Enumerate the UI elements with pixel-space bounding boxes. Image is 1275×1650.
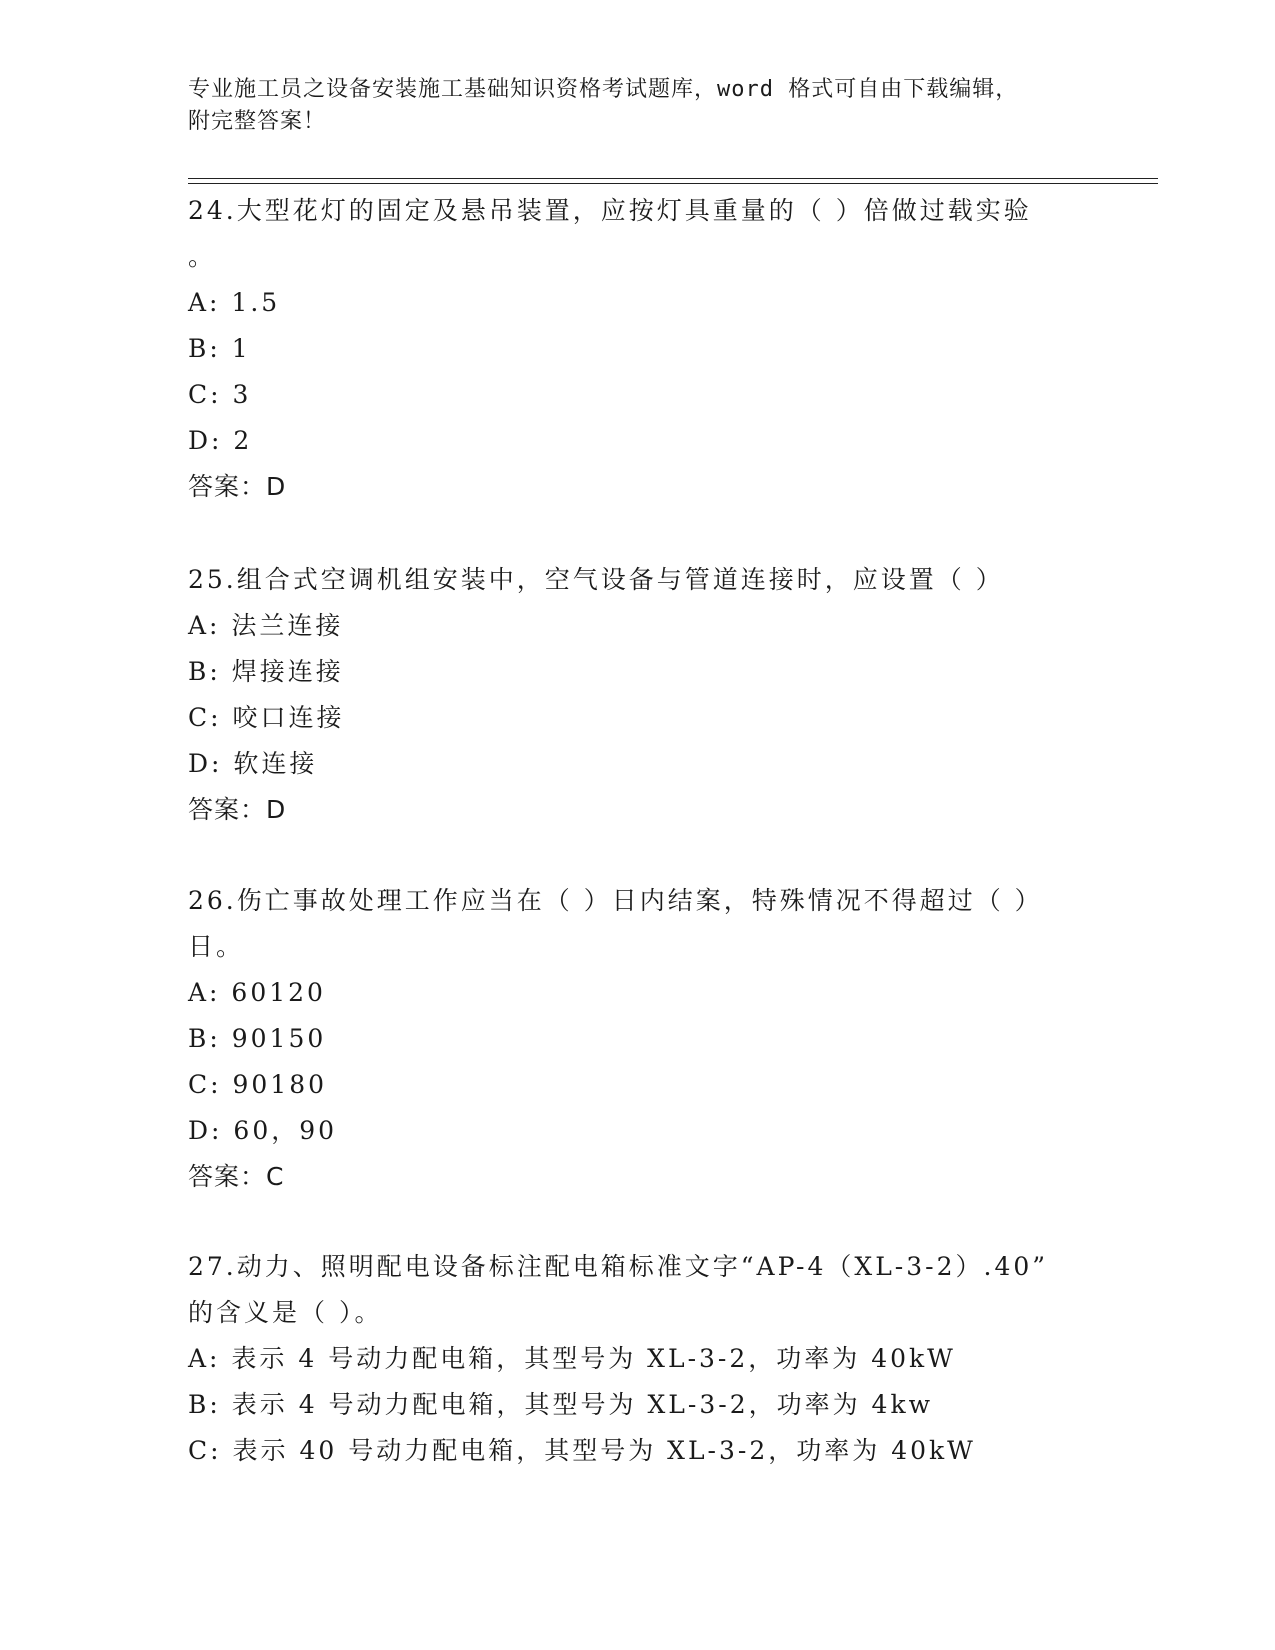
option-c: C: 3 xyxy=(188,380,252,409)
answer: 答案：D xyxy=(188,472,287,501)
option-d: D: 60，90 xyxy=(188,1116,338,1145)
option-a: A: 60120 xyxy=(188,978,326,1007)
question-stem: 的含义是（ ）。 xyxy=(188,1298,383,1327)
option-d: D: 软连接 xyxy=(188,749,318,778)
option-b: B: 表示 4 号动力配电箱，其型号为 XL-3-2，功率为 4kw xyxy=(188,1390,933,1419)
question-stem: 25.组合式空调机组安装中，空气设备与管道连接时，应设置（ ） xyxy=(188,565,1004,594)
option-c: C: 表示 40 号动力配电箱，其型号为 XL-3-2，功率为 40kW xyxy=(188,1436,976,1465)
question-stem: 24.大型花灯的固定及悬吊装置，应按灯具重量的（ ）倍做过载实验 xyxy=(188,196,1032,225)
option-b: B: 90150 xyxy=(188,1024,327,1053)
option-c: C: 90180 xyxy=(188,1070,328,1099)
header-divider-bottom xyxy=(188,183,1158,184)
question-24 xyxy=(188,188,1088,510)
header-divider-top xyxy=(188,178,1158,179)
question-stem: 日。 xyxy=(188,932,245,961)
answer: 答案：C xyxy=(188,1162,285,1191)
question-26 xyxy=(188,878,1088,1200)
question-stem: 26.伤亡事故处理工作应当在（ ）日内结案，特殊情况不得超过（ ） xyxy=(188,886,1043,915)
answer: 答案：D xyxy=(188,795,287,824)
option-c: C: 咬口连接 xyxy=(188,703,345,732)
question-27 xyxy=(188,1244,1088,1474)
option-d: D: 2 xyxy=(188,426,253,455)
option-b: B: 焊接连接 xyxy=(188,657,344,686)
option-a: A: 法兰连接 xyxy=(188,611,344,640)
question-stem: 。 xyxy=(188,242,217,271)
question-25 xyxy=(188,557,1088,833)
header-line-2: 附完整答案！ xyxy=(188,109,327,134)
document-header xyxy=(188,74,1088,138)
header-line-1: 专业施工员之设备安装施工基础知识资格考试题库，word 格式可自由下载编辑， xyxy=(188,77,1019,102)
option-b: B: 1 xyxy=(188,334,251,363)
option-a: A: 表示 4 号动力配电箱，其型号为 XL-3-2，功率为 40kW xyxy=(188,1344,956,1373)
question-stem: 27.动力、照明配电设备标注配电箱标准文字“AP-4（XL-3-2）.40” xyxy=(188,1252,1049,1281)
option-a: A: 1.5 xyxy=(188,288,281,317)
